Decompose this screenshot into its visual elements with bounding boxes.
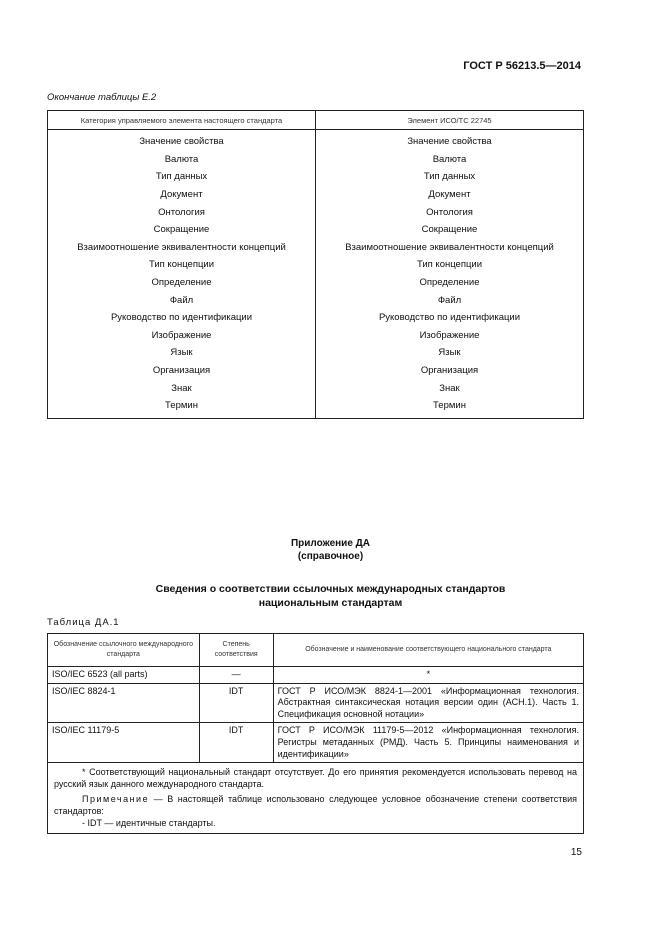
table-e2 <box>47 110 584 419</box>
note-text: — В настоящей таблице использовано следующее условное обозначение степени соответствия стандартов: <box>54 794 577 816</box>
note-paragraph <box>54 794 577 817</box>
page-number: 15 <box>570 847 582 858</box>
column-header: Категория управляемого элемента настоящего стандарта <box>48 111 316 130</box>
appendix-heading-line: Сведения о соответствии ссылочных международных стандартов <box>155 583 506 595</box>
footnote-text: * Соответствующий национальный стандарт отсутствует. До его принятия рекомендуется использовать перевод на русский язык данного международного стандарта. <box>54 767 577 789</box>
table-cell: Определение <box>316 274 584 292</box>
appendix-title: Приложение ДА <box>290 538 371 549</box>
table-cell: Определение <box>48 274 316 292</box>
table-row <box>48 274 584 292</box>
table-e2-caption: Окончание таблицы Е.2 <box>47 92 157 103</box>
table-cell: Руководство по идентификации <box>48 309 316 327</box>
table-cell: Взаимоотношение эквивалентности концепций <box>48 239 316 257</box>
table-cell: Валюта <box>48 151 316 169</box>
table-cell: Термин <box>316 397 584 418</box>
table-row <box>48 221 584 239</box>
column-header: Степень соответствия <box>199 634 273 667</box>
table-row <box>48 723 584 763</box>
table-row <box>48 239 584 257</box>
table-header-row <box>48 634 584 667</box>
table-cell: Знак <box>316 379 584 397</box>
table-cell: Файл <box>316 291 584 309</box>
table-cell: Руководство по идентификации <box>316 309 584 327</box>
table-cell: Взаимоотношение эквивалентности концепций <box>316 239 584 257</box>
appendix-heading-line: национальным стандартам <box>258 597 403 609</box>
note-label: Примечание <box>82 794 150 805</box>
table-row <box>48 327 584 345</box>
table-row <box>48 344 584 362</box>
table-row <box>48 256 584 274</box>
table-da-caption: Таблица ДА.1 <box>47 617 120 628</box>
table-cell: Организация <box>316 362 584 380</box>
table-row <box>48 130 584 151</box>
table-row <box>48 309 584 327</box>
table-cell: Значение свойства <box>316 130 584 151</box>
table-row <box>48 291 584 309</box>
table-row <box>48 203 584 221</box>
table-cell: Значение свойства <box>48 130 316 151</box>
table-row <box>48 168 584 186</box>
table-row <box>48 683 584 723</box>
table-cell: Документ <box>316 186 584 204</box>
appendix-heading <box>0 582 661 610</box>
table-cell: ГОСТ Р ИСО/МЭК 8824-1—2001 «Информационная технология. Абстрактная синтаксическая нотация версии один (АСН.1). Часть 1. Спецификация основной нотации» <box>273 683 583 723</box>
column-header: Обозначение ссылочного международного стандарта <box>48 634 200 667</box>
table-cell: ISO/IEC 11179-5 <box>48 723 200 763</box>
table-cell: Валюта <box>316 151 584 169</box>
table-cell: Язык <box>48 344 316 362</box>
table-cell: ГОСТ Р ИСО/МЭК 11179-5—2012 «Информационная технология. Регистры метаданных (РМД). Часть 5. Принципы наименования и идентификации» <box>273 723 583 763</box>
table-cell: Знак <box>48 379 316 397</box>
table-cell: Тип данных <box>48 168 316 186</box>
table-cell: — <box>199 667 273 684</box>
column-header: Элемент ИСО/ТС 22745 <box>316 111 584 130</box>
table-cell: ISO/IEC 8824-1 <box>48 683 200 723</box>
table-row <box>48 397 584 418</box>
table-cell: Сокращение <box>316 221 584 239</box>
document-code: ГОСТ Р 56213.5—2014 <box>463 60 581 72</box>
table-da1 <box>47 633 584 834</box>
table-cell: * <box>273 667 583 684</box>
table-row <box>48 362 584 380</box>
table-cell: IDT <box>199 723 273 763</box>
table-cell: Тип концепции <box>316 256 584 274</box>
table-cell: Язык <box>316 344 584 362</box>
table-cell: Онтология <box>48 203 316 221</box>
table-header-row <box>48 111 584 130</box>
table-footnote <box>48 763 584 834</box>
table-cell: ISO/IEC 6523 (all parts) <box>48 667 200 684</box>
table-row <box>48 379 584 397</box>
column-header: Обозначение и наименование соответствующего национального стандарта <box>273 634 583 667</box>
table-row <box>48 667 584 684</box>
table-cell: Термин <box>48 397 316 418</box>
table-cell: Файл <box>48 291 316 309</box>
table-cell: Изображение <box>48 327 316 345</box>
appendix-subtitle: (справочное) <box>297 551 364 562</box>
table-cell: Документ <box>48 186 316 204</box>
note-item: - IDT — идентичные стандарты. <box>82 817 216 828</box>
table-cell: Тип данных <box>316 168 584 186</box>
table-footnote-row <box>48 763 584 834</box>
table-cell: Организация <box>48 362 316 380</box>
table-cell: Сокращение <box>48 221 316 239</box>
table-cell: Тип концепции <box>48 256 316 274</box>
table-cell: IDT <box>199 683 273 723</box>
table-cell: Изображение <box>316 327 584 345</box>
table-row <box>48 151 584 169</box>
table-cell: Онтология <box>316 203 584 221</box>
table-row <box>48 186 584 204</box>
